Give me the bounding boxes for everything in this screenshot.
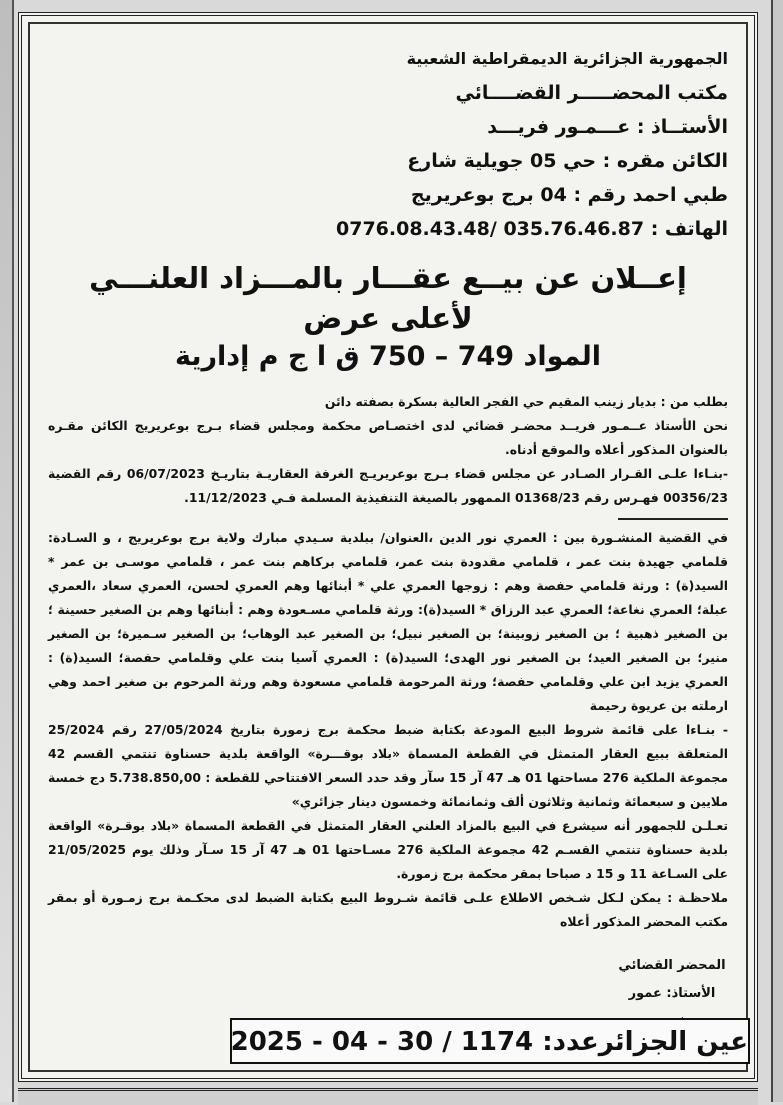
notice-body — [48, 390, 728, 934]
header-bailiff-name: الأستــاذ : عـــمـور فريـــد — [487, 116, 728, 138]
header-phone: الهاتف : 035.76.46.87 /0776.08.43.48 — [336, 218, 728, 240]
publication-stamp: عين الجزائرعدد: 1174 / 30 - 04 - 2025 — [230, 1018, 750, 1064]
signature-name: الأستاذ: عمور — [628, 986, 716, 1001]
header-republic: الجمهورية الجزائرية الديمقراطية الشعبية — [406, 49, 728, 68]
bailiff-header — [48, 42, 728, 246]
notice-subtitle: المواد 749 – 750 ق ا ج م إدارية — [174, 341, 602, 372]
sale-announcement-paragraph: تعـلـن للجمهور أنه سيشرع في البيع بالمزاد العلني العقار المتمثل في القطعة المسماة «بلاد بوقـرة» الواقعة بلدية حسناوة تنتمي القسـم 42 مجموعة الملكية 276 مسـاحتها 01 هـ 47 آر 15 سـآر وذلك يوم 21/05/2025 على السـاعة 11 و 15 د صباحا بمقر محكمة برج زمورة. — [48, 818, 729, 881]
notice-inner-border — [28, 22, 748, 1072]
separator-rule — [618, 518, 728, 520]
header-office: مكتب المحضـــــر القضــــائي — [455, 82, 728, 104]
next-notice-edge — [18, 1088, 758, 1105]
decision-paragraph: -بنـاءا علـى القـرار الصـادر عن مجلس قضاء بـرج بوعريريـج الغرفة العقاريـة بتاريـخ 06/07/2023 رقم القضية 00356/23 فهـرس رقم 01368/23 الممهور بالصيغة التنفيذية المسلمة فـي 11/12/2023. — [48, 466, 728, 505]
conditions-paragraph: - بنـاءا على قائمة شروط البيع المودعة بكتابة ضبط محكمة برج زمورة بتاريخ 27/05/2024 رقم 25/2024 المتعلقة ببيع العقار المتمثل في القطعة المسماة «بلاد بوقـــرة» الواقعة بلدية حسناوة تنتمي القسم 42 مجموعة الملكية 276 مساحتها 01 هـ 47 آر 15 سآر وقد حدد السعر الافتتاحي للقطعة : 5.738.850,00 دج خمسة ملايين و سبعمائة وثمانية وثلاثون ألف وثمانمائة وخمسون دينار جزائري» — [48, 722, 729, 809]
requester-paragraph: بطلب من : بديار زينب المقيم حي الفجر العالية بسكرة بصفته دائن — [324, 394, 728, 409]
header-address-1: الكائن مقره : حي 05 جويلية شارع — [407, 150, 728, 172]
note-paragraph: ملاحظـة : يمكن لـكل شـخص الاطلاع علـى قائمة شـروط البيع بكتابة الضبط لدى محكـمة برج زمـورة أو بمقر مكتب المحضر المذكور أعلاه — [48, 890, 728, 929]
bailiff-paragraph: نحن الأستاذ عــمـور فريــد محضـر قضائي لدى اختصـاص محكمة ومجلس قضاء بـرج بوعريريج الكائن مقـره بالعنوان المذكور أعلاه والموقع أدناه. — [48, 418, 728, 457]
header-address-2: طبي احمد رقم : 04 برج بوعريريج — [410, 184, 728, 206]
notice-title: إعــلان عن بيــع عقـــار بالمـــزاد العلنـــي لأعلى عرض — [89, 261, 687, 335]
parties-paragraph: في القضية المنشـورة بين : العمري نور الدين ،العنوان/ ببلدية سـيدي مبارك ولاية برج بوعريريج ، و السـادة: قلمامي جهيدة بنت عمر ، قلمامي مقدودة بنت عمر، قلمامي بركاهم بنت عمر ، قلمامي موسـى بن عمر * السيد(ة) : ورثة قلمامي حفصة وهم : زوجها العمري علي * أبنائها وهم العمري لحسن، العمري سعاد ،العمري عبلة؛ العمري نغاعة؛ العمري عبد الرزاق * السيد(ة): ورثة قلمامي مسـعودة وهم : أبنائها وهم بن الصغير حسينة ؛ بن الصغير ذهبية ؛ بن الصغير زوبينة؛ بن الصغير نبيل؛ بن الصغير عبد الوهاب؛ بن الصغير سـميرة؛ بن الصغير منير؛ بن الصغير العيد؛ بن الصغير نور الهدى؛ السيد(ة) : العمري آسيا بنت علي وقلمامي حفصة؛ السيد(ة) : العمري يزيد ابن علي وقلمامي حفصة؛ ورثة المرحومة قلمامي مسعودة وهم ورثة المرحوم بن صغير احمد وهي ارملته بن عريوة رحيمة — [48, 530, 728, 713]
left-page-edge — [0, 0, 14, 1102]
notice-frame — [18, 12, 758, 1082]
right-page-edge — [771, 0, 783, 1102]
signature-title: المحضر القضائي — [618, 958, 726, 973]
